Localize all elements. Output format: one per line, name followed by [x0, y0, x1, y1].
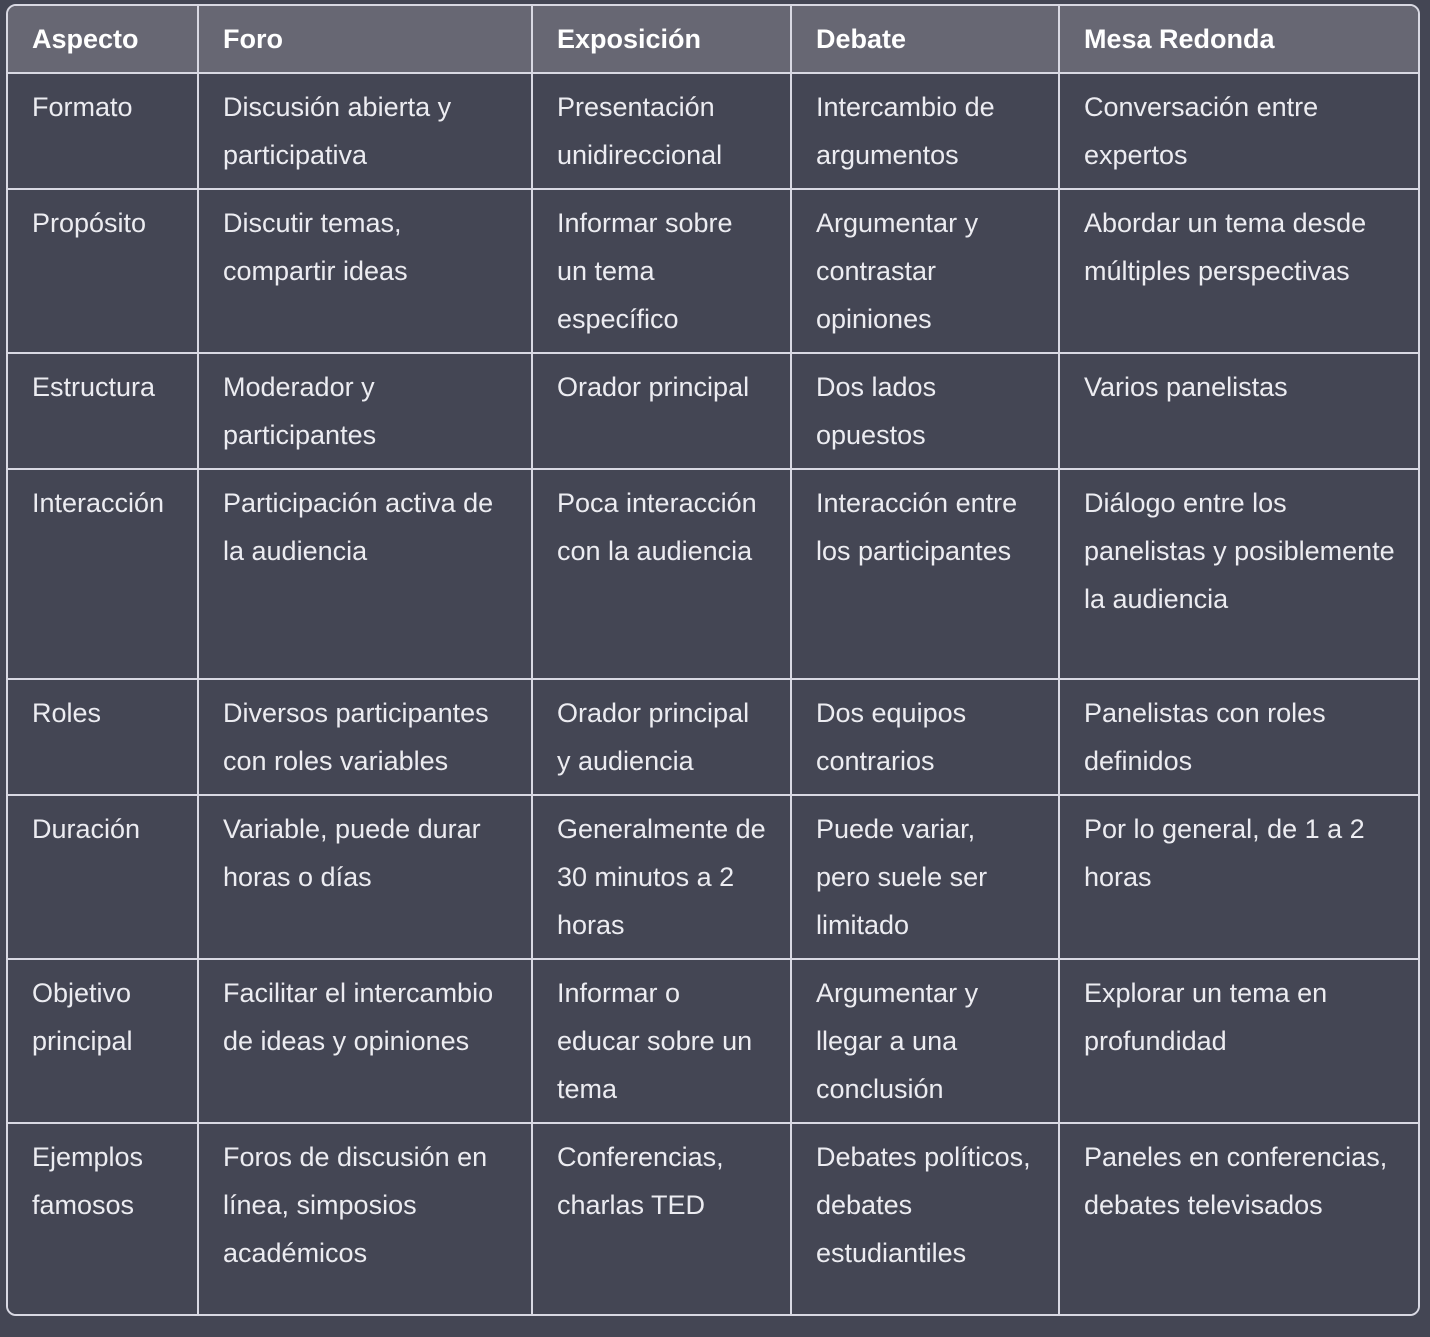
- table-row: [8, 1123, 1420, 1316]
- table-row: [8, 959, 1420, 1123]
- table-cell: Interacción: [8, 469, 198, 679]
- table-cell: Participación activa de la audiencia: [198, 469, 532, 679]
- comparison-table-container: [6, 4, 1420, 1316]
- table-cell: Paneles en conferencias, debates televisados: [1059, 1123, 1420, 1316]
- table-cell: Discutir temas, compartir ideas: [198, 189, 532, 353]
- table-cell: Propósito: [8, 189, 198, 353]
- comparison-table: [8, 6, 1420, 1316]
- table-cell: Informar sobre un tema específico: [532, 189, 791, 353]
- table-cell: Conversación entre expertos: [1059, 73, 1420, 189]
- table-cell: Interacción entre los participantes: [791, 469, 1059, 679]
- table-cell: Debates políticos, debates estudiantiles: [791, 1123, 1059, 1316]
- header-foro: Foro: [198, 6, 532, 73]
- table-row: [8, 73, 1420, 189]
- table-cell: Facilitar el intercambio de ideas y opiniones: [198, 959, 532, 1123]
- table-cell: Varios panelistas: [1059, 353, 1420, 469]
- table-cell: Dos equipos contrarios: [791, 679, 1059, 795]
- table-cell: Generalmente de 30 minutos a 2 horas: [532, 795, 791, 959]
- table-cell: Poca interacción con la audiencia: [532, 469, 791, 679]
- table-cell: Roles: [8, 679, 198, 795]
- table-cell: Orador principal y audiencia: [532, 679, 791, 795]
- table-cell: Abordar un tema desde múltiples perspectivas: [1059, 189, 1420, 353]
- table-cell: Formato: [8, 73, 198, 189]
- table-cell: Intercambio de argumentos: [791, 73, 1059, 189]
- table-row: [8, 679, 1420, 795]
- table-cell: Informar o educar sobre un tema: [532, 959, 791, 1123]
- table-cell: Estructura: [8, 353, 198, 469]
- table-cell: Foros de discusión en línea, simposios académicos: [198, 1123, 532, 1316]
- table-cell: Argumentar y contrastar opiniones: [791, 189, 1059, 353]
- table-row: [8, 795, 1420, 959]
- table-cell: Variable, puede durar horas o días: [198, 795, 532, 959]
- table-cell: Panelistas con roles definidos: [1059, 679, 1420, 795]
- table-cell: Explorar un tema en profundidad: [1059, 959, 1420, 1123]
- table-cell: Argumentar y llegar a una conclusión: [791, 959, 1059, 1123]
- table-cell: Diversos participantes con roles variables: [198, 679, 532, 795]
- table-cell: Presentación unidireccional: [532, 73, 791, 189]
- table-cell: Por lo general, de 1 a 2 horas: [1059, 795, 1420, 959]
- table-cell: Duración: [8, 795, 198, 959]
- table-cell: Ejemplos famosos: [8, 1123, 198, 1316]
- table-cell: Diálogo entre los panelistas y posiblemente la audiencia: [1059, 469, 1420, 679]
- table-cell: Conferencias, charlas TED: [532, 1123, 791, 1316]
- table-row: [8, 469, 1420, 679]
- table-cell: Puede variar, pero suele ser limitado: [791, 795, 1059, 959]
- header-mesa-redonda: Mesa Redonda: [1059, 6, 1420, 73]
- table-cell: Objetivo principal: [8, 959, 198, 1123]
- header-debate: Debate: [791, 6, 1059, 73]
- table-row: [8, 189, 1420, 353]
- table-row: [8, 353, 1420, 469]
- table-cell: Moderador y participantes: [198, 353, 532, 469]
- table-header-row: [8, 6, 1420, 73]
- table-cell: Dos lados opuestos: [791, 353, 1059, 469]
- header-aspecto: Aspecto: [8, 6, 198, 73]
- table-cell: Orador principal: [532, 353, 791, 469]
- table-cell: Discusión abierta y participativa: [198, 73, 532, 189]
- header-exposicion: Exposición: [532, 6, 791, 73]
